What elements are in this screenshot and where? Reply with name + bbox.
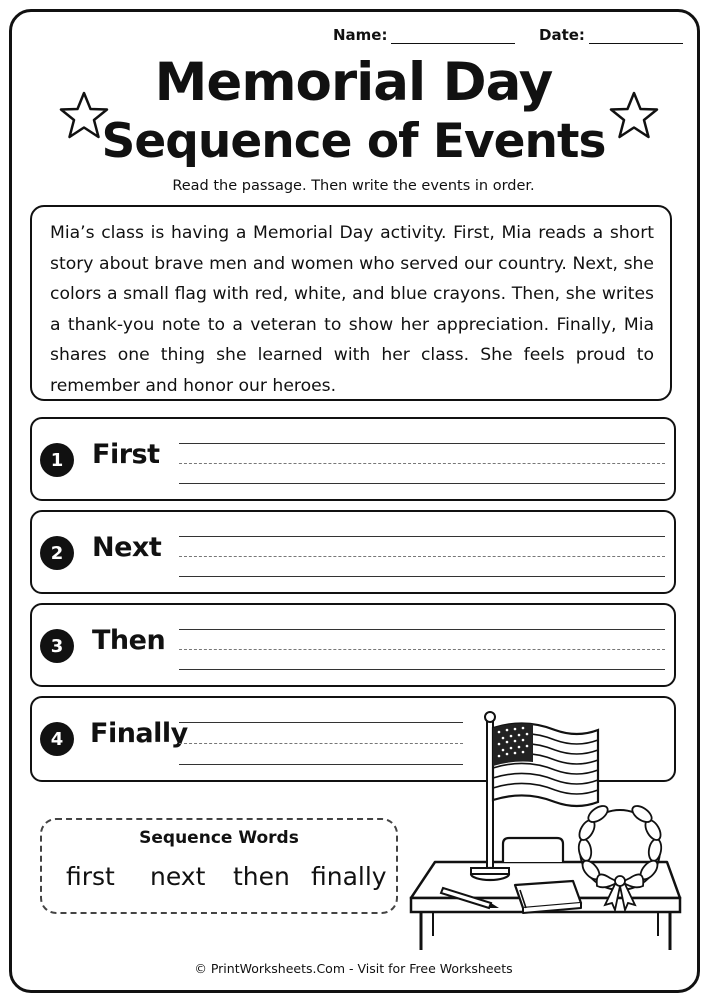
writing-line[interactable]: [179, 536, 665, 537]
sequence-word: first: [66, 862, 115, 891]
sequence-box-next: [30, 510, 676, 594]
sequence-word: then: [233, 862, 290, 891]
writing-guide-line: [179, 649, 665, 650]
step-label: Next: [92, 532, 162, 563]
step-number-badge: 4: [40, 722, 74, 756]
step-label: First: [92, 439, 160, 470]
instructions: Read the passage. Then write the events in order.: [172, 178, 535, 194]
name-field[interactable]: [333, 26, 515, 44]
step-label: Then: [92, 625, 166, 656]
page-title: Memorial Day: [154, 52, 553, 113]
writing-line[interactable]: [179, 443, 665, 444]
sequence-box-first: [30, 417, 676, 501]
step-number-badge: 1: [40, 443, 74, 477]
date-line[interactable]: [589, 29, 683, 44]
name-line[interactable]: [391, 29, 515, 44]
writing-line[interactable]: [179, 629, 665, 630]
page-subtitle: Sequence of Events: [101, 114, 606, 169]
sequence-word: next: [150, 862, 206, 891]
reading-passage: Mia’s class is having a Memorial Day activity. First, Mia reads a short story about brave men and women who served our country. Next, she colors a small flag with red, white, and blue crayons. Then, she writes a thank-you note to a veteran to show her appreciation. Finally, Mia shares one thing she learned with her class. She feels proud to remember and honor our heroes.: [30, 205, 672, 401]
writing-line[interactable]: [179, 669, 665, 670]
sequence-words-box: [40, 818, 398, 914]
date-field[interactable]: [539, 26, 683, 44]
writing-line[interactable]: [179, 576, 665, 577]
name-label: Name:: [333, 26, 388, 44]
step-label: Finally: [90, 718, 188, 749]
step-number-badge: 2: [40, 536, 74, 570]
sequence-box-then: [30, 603, 676, 687]
writing-line[interactable]: [179, 483, 665, 484]
book-icon: [515, 881, 581, 913]
writing-guide-line: [179, 463, 665, 464]
date-label: Date:: [539, 26, 585, 44]
sequence-words-title: Sequence Words: [139, 828, 299, 848]
footer-credit: © PrintWorksheets.Com - Visit for Free Worksheets: [194, 961, 513, 976]
sequence-word: finally: [311, 862, 387, 891]
memorial-illustration: [405, 700, 690, 952]
writing-guide-line: [179, 556, 665, 557]
step-number-badge: 3: [40, 629, 74, 663]
